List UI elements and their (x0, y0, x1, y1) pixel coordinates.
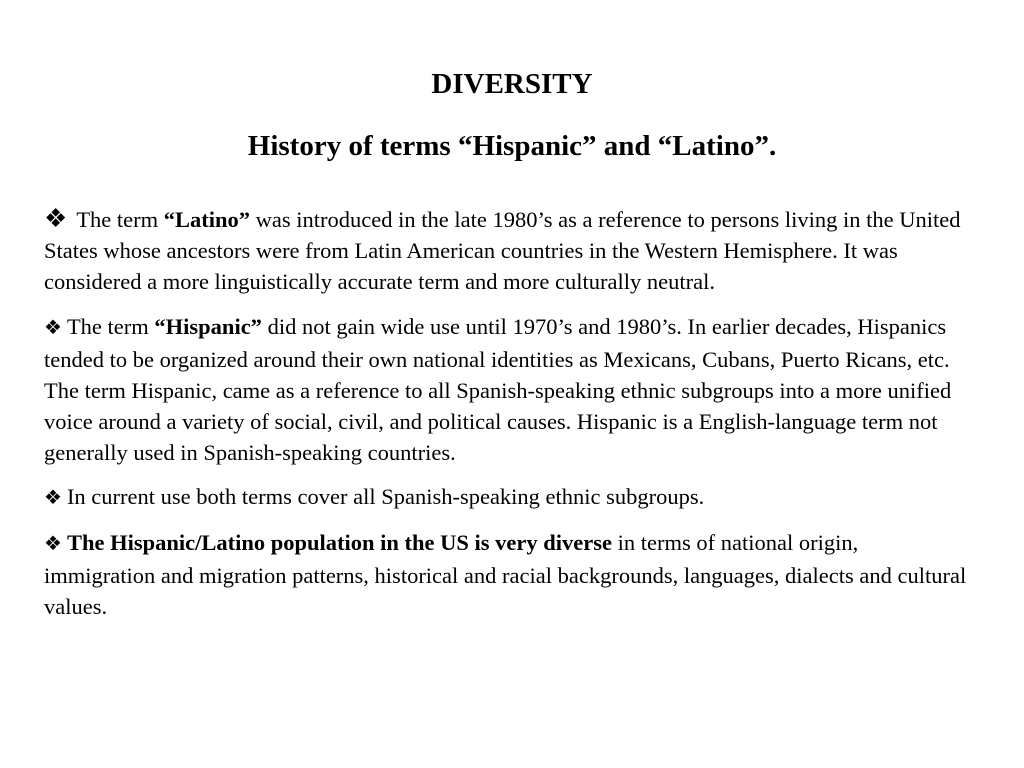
paragraph-latino (44, 203, 974, 297)
diamond-bullet-icon: ❖ (44, 533, 62, 555)
paragraph-hispanic (44, 311, 974, 468)
paragraph-current-use-text: In current use both terms cover all Spanish-speaking ethnic subgroups. (66, 484, 705, 509)
diamond-bullet-icon: ❖ (44, 487, 62, 509)
paragraph-latino-lead: The term (76, 207, 164, 232)
paragraph-hispanic-text: did not gain wide use until 1970’s and 1980’s. In earlier decades, Hispanics tended to be organized around their own national identities as Mexicans, Cubans, Puerto Ricans, etc. The term Hispanic, came as a reference to all Spanish-speaking ethnic subgroups into a more unified voice around a variety of social, civil, and political causes. Hispanic is a English-language term not generally used in Spanish-speaking countries. (44, 314, 952, 465)
slide-title: DIVERSITY (431, 68, 593, 100)
term-latino: “Latino” (163, 207, 251, 232)
diamond-bullet-icon: ❖ (44, 317, 62, 339)
slide-body (44, 203, 974, 635)
diamond-bullet-icon: ❖ (44, 204, 68, 233)
paragraph-hispanic-lead: The term (66, 314, 155, 339)
term-hispanic: “Hispanic” (154, 314, 262, 339)
paragraph-diversity-text: in terms of national origin, immigration and migration patterns, historical and racial backgrounds, languages, dialects and cultural values. (44, 530, 967, 619)
slide-subtitle: History of terms “Hispanic” and “Latino”. (247, 130, 777, 162)
paragraph-latino-text: was introduced in the late 1980’s as a reference to persons living in the United States whose ancestors were from Latin American countries in the Western Hemisphere. It was considered a more linguistically accurate term and more culturally neutral. (44, 207, 961, 294)
diversity-statement: The Hispanic/Latino population in the US is very diverse (66, 530, 613, 555)
paragraph-diversity (44, 527, 974, 622)
paragraph-current-use (44, 481, 974, 514)
